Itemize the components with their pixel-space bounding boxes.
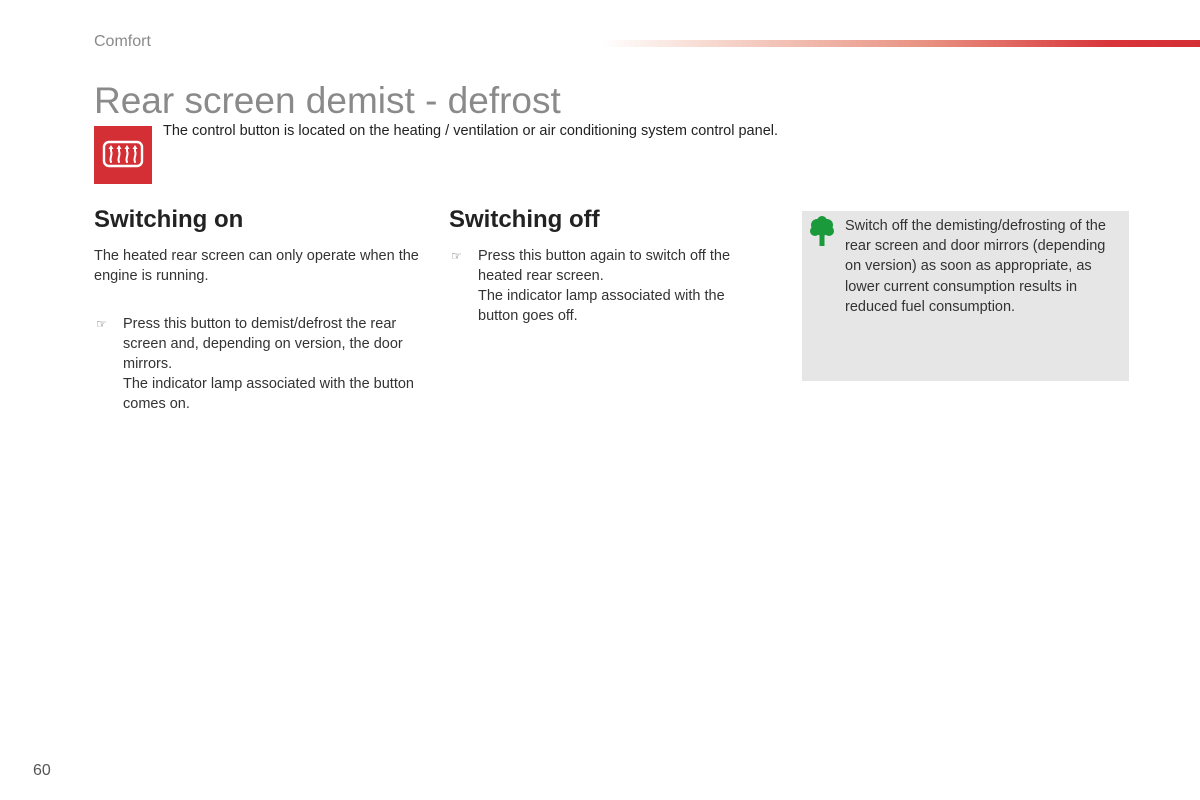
eco-note-box — [802, 211, 1129, 381]
pointing-hand-icon: ☞ — [96, 317, 107, 331]
pointing-hand-icon: ☞ — [451, 249, 462, 263]
switching-on-bullet — [94, 314, 424, 414]
eco-tree-icon — [809, 216, 835, 253]
switching-off-title: Switching off — [449, 206, 600, 233]
switching-off-bullet-line2: The indicator lamp associated with the button goes off. — [478, 288, 725, 324]
switching-on-section — [94, 206, 424, 414]
switching-off-bullet — [449, 246, 759, 326]
header-gradient-rule — [600, 40, 1200, 47]
rear-screen-demist-icon — [94, 126, 152, 184]
intro-text: The control button is located on the heating / ventilation or air conditioning system control panel. — [163, 123, 779, 139]
switching-on-bullet-line2: The indicator lamp associated with the button comes on. — [123, 376, 414, 412]
switching-on-text: The heated rear screen can only operate when the engine is running. — [94, 248, 419, 284]
eco-note-text: Switch off the demisting/defrosting of the rear screen and door mirrors (depending on version) as soon as appropriate, as lower current consumption results in reduced fuel consumption. — [845, 218, 1106, 315]
switching-off-bullet-line1: Press this button again to switch off the heated rear screen. — [478, 248, 731, 284]
page-number: 60 — [33, 762, 51, 779]
page-title: Rear screen demist - defrost — [94, 80, 561, 121]
switching-on-title: Switching on — [94, 206, 244, 233]
section-header: Comfort — [94, 33, 151, 50]
switching-off-section — [449, 206, 759, 326]
switching-on-bullet-line1: Press this button to demist/defrost the rear screen and, depending on version, the door mirrors. — [123, 316, 403, 372]
